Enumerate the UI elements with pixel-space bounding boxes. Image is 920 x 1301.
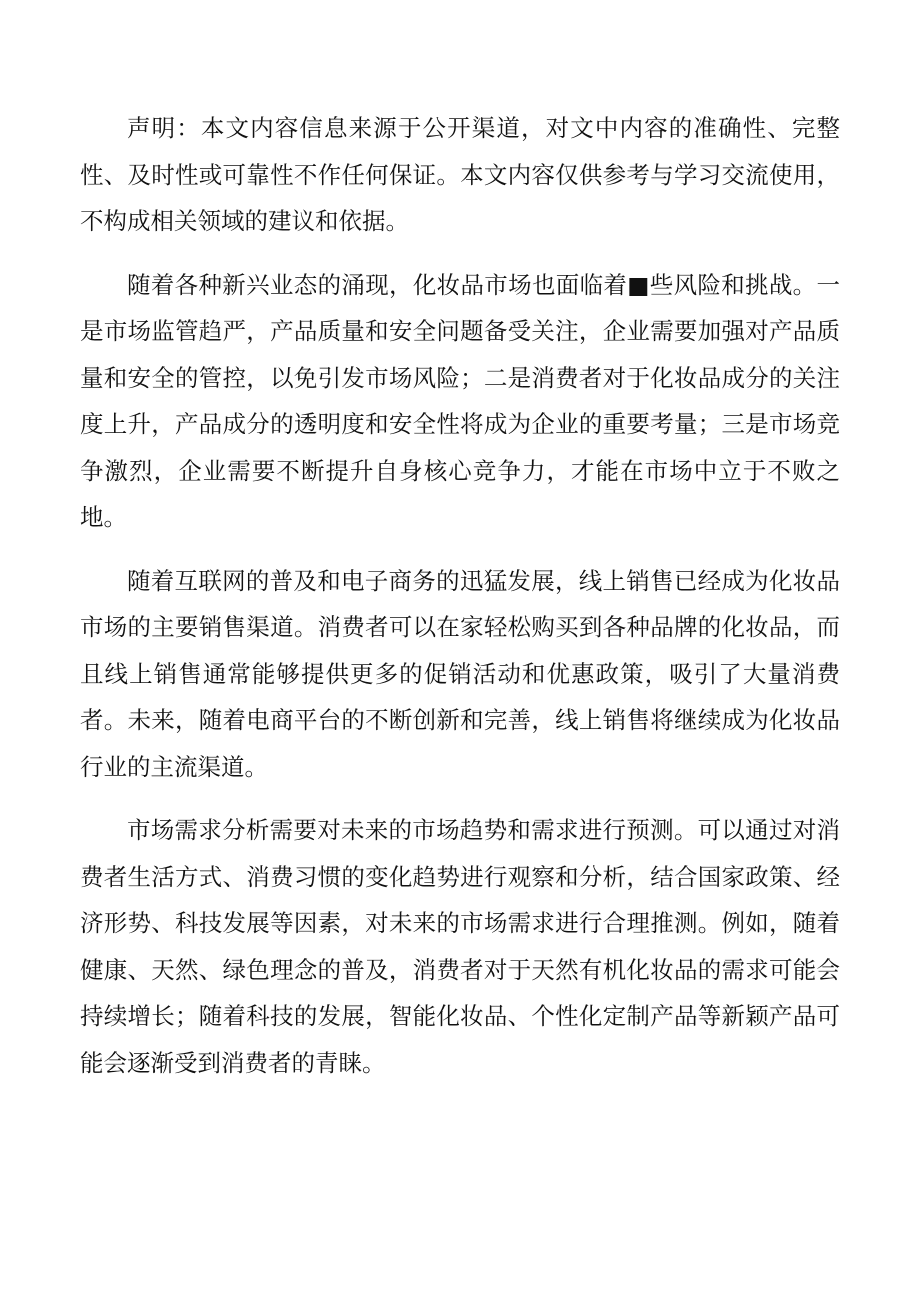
demand-forecast-paragraph: 市场需求分析需要对未来的市场趋势和需求进行预测。可以通过对消费者生活方式、消费习惯的变化趋势进行观察和分析，结合国家政策、经济形势、科技发展等因素，对未来的市场需求进行合理推测。例如，随着健康、天然、绿色理念的普及，消费者对于天然有机化妆品的需求可能会持续增长；随着科技的发展，智能化妆品、个性化定制产品等新颖产品可能会逐渐受到消费者的青睐。 bbox=[80, 816, 840, 1077]
document-body bbox=[80, 105, 840, 1086]
online-sales-paragraph: 随着互联网的普及和电子商务的迅猛发展，线上销售已经成为化妆品市场的主要销售渠道。消费者可以在家轻松购买到各种品牌的化妆品，而且线上销售通常能够提供更多的促销活动和优惠政策，吸引了大量消费者。未来，随着电商平台的不断创新和完善，线上销售将继续成为化妆品行业的主流渠道。 bbox=[80, 566, 840, 781]
market-risks-paragraph: 随着各种新兴业态的涌现，化妆品市场也面临着■些风险和挑战。一是市场监管趋严，产品质量和安全问题备受关注，企业需要加强对产品质量和安全的管控，以免引发市场风险；二是消费者对于化妆品成分的关注度上升，产品成分的透明度和安全性将成为企业的重要考量；三是市场竞争激烈，企业需要不断提升自身核心竞争力，才能在市场中立于不败之地。 bbox=[80, 270, 840, 531]
disclaimer-paragraph: 声明：本文内容信息来源于公开渠道，对文中内容的准确性、完整性、及时性或可靠性不作任何保证。本文内容仅供参考与学习交流使用，不构成相关领域的建议和依据。 bbox=[80, 114, 840, 235]
